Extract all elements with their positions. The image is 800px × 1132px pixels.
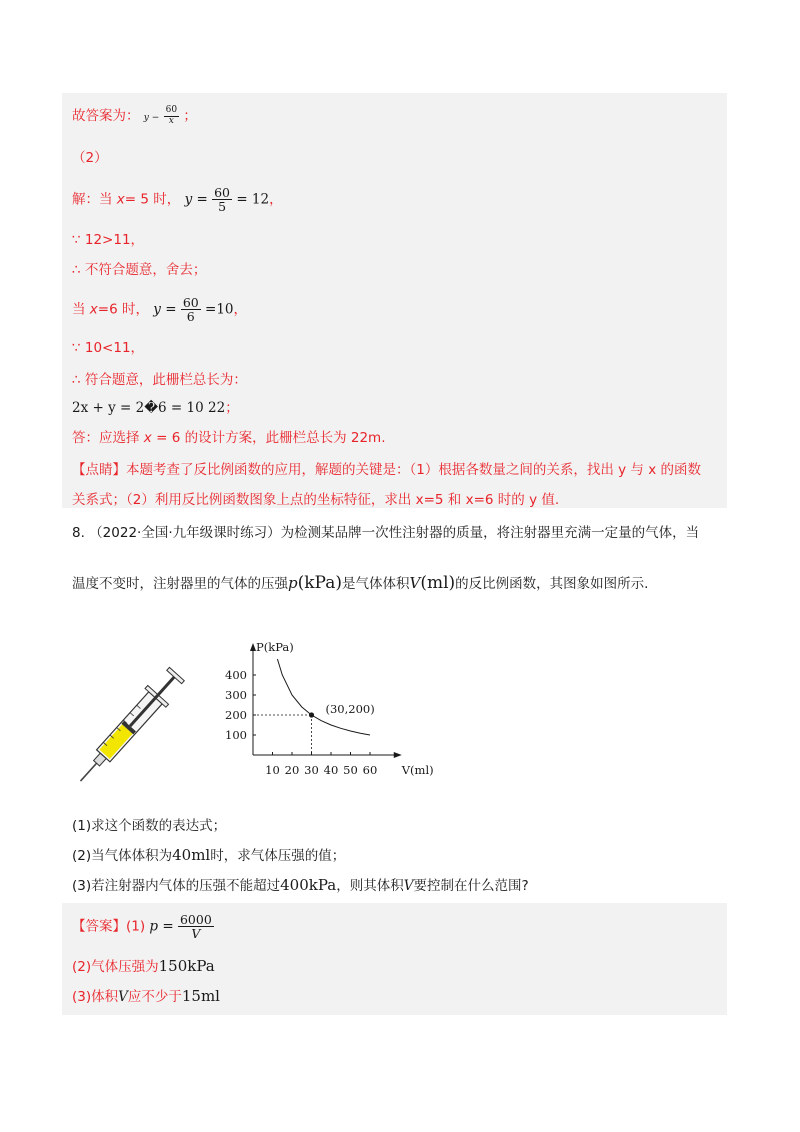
y-tick-label: 200 (225, 708, 247, 722)
answer-3-val: 15ml (181, 987, 220, 1005)
answer-label: 【答案】 (72, 918, 126, 935)
line10-var: x (143, 430, 152, 446)
solution-line-5: ∴ 不符合题意，舍去； (72, 262, 207, 278)
line1-y: y − (143, 113, 160, 123)
line1-suffix: ； (183, 108, 197, 124)
line1-frac-den: x (168, 115, 174, 126)
x-axis-label: V(ml) (401, 763, 434, 777)
line9-math: 2x + y = 2�6 = 10 22 (72, 400, 226, 416)
x-tick-label: 30 (304, 763, 319, 777)
x-tick-label: 10 (265, 763, 280, 777)
sub3-v: V (403, 878, 414, 894)
line3-prefix: 解：当 (72, 191, 117, 208)
y-tick-label: 400 (225, 668, 247, 682)
part-2-label: （2） (72, 150, 108, 166)
line3-eq-left: y = (184, 191, 208, 208)
highlight-point (309, 712, 314, 717)
y-tick-label: 100 (225, 728, 247, 742)
sub-question-1: (1)求这个函数的表达式； (72, 818, 227, 834)
answer-3-mid: 应不少于 (127, 989, 182, 1005)
line1-frac-num: 60 (165, 105, 178, 116)
line3-suffix: ， (269, 191, 283, 208)
answer-line-2 (72, 956, 215, 977)
answer-prefix-text: 故答案为： (72, 108, 140, 124)
answer-1-num: 6000 (179, 912, 212, 927)
q8-line2-a: 温度不变时，注射器里的气体的压强 (72, 576, 288, 592)
line6-var: x (89, 301, 98, 318)
sub2-b: 时，求气体压强的值； (210, 848, 346, 864)
answer-3-v: V (118, 989, 128, 1005)
x-tick-label: 50 (343, 763, 358, 777)
line10-prefix: 答：应选择 (72, 430, 144, 446)
answer-1-fraction (178, 913, 214, 940)
line6-frac-num: 60 (182, 295, 199, 310)
solution-line-7: ∵ 10<11， (72, 340, 145, 356)
line6-prefix: 当 (72, 301, 90, 318)
comment-line-1: 【点睛】本题考查了反比例函数的应用，解题的关键是：（1）根据各数量之间的关系，找出 y 与 x 的函数 (72, 462, 701, 478)
answer-line-3 (72, 986, 220, 1007)
answer-1-prefix: (1) (126, 918, 146, 935)
answer-2-val: 150kPa (158, 957, 215, 975)
solution-line-4: ∵ 12>11， (72, 232, 145, 248)
line6-frac-den: 6 (186, 309, 195, 325)
answer-2-text: (2)气体压强为 (72, 959, 159, 975)
line6-suffix: ， (233, 301, 248, 318)
answer-1-den: V (191, 926, 201, 942)
sub-question-2 (72, 844, 345, 867)
sub2-val: 40ml (172, 846, 211, 864)
line6-eq-left: y = (153, 301, 177, 318)
x-axis-arrow (394, 752, 402, 758)
answer-1-lhs: p = (149, 918, 174, 935)
line3-var: x (116, 191, 125, 208)
line6-eq-right: =10 (205, 301, 234, 318)
x-tick-label: 40 (323, 763, 339, 777)
line9-suffix: ； (225, 400, 239, 416)
line3-cond: = 5 时， (124, 191, 181, 208)
x-tick-label: 20 (284, 763, 300, 777)
line3-eq-right: = 12 (236, 191, 270, 208)
answer-3-text: (3)体积 (72, 989, 119, 1005)
sub3-val: 400kPa (280, 876, 337, 894)
q8-p-symbol: p (288, 574, 298, 592)
y-axis-label: P(kPa) (256, 640, 294, 654)
sub3-a: (3)若注射器内气体的压强不能超过 (72, 878, 281, 894)
series-curve (277, 659, 370, 735)
x-tick-label: 60 (362, 763, 378, 777)
q8-line2-b: 是气体体积 (342, 576, 410, 592)
line6-cond: =6 时， (97, 301, 149, 318)
q8-line2-c: 的反比例函数，其图象如图所示. (455, 576, 649, 592)
sub2-a: (2)当气体体积为 (72, 848, 173, 864)
y-tick-label: 300 (225, 688, 247, 702)
q8-v-unit: (ml) (420, 573, 456, 593)
line3-frac-num: 60 (214, 185, 231, 200)
solution-line-8: ∴ 符合题意，此栅栏总长为： (72, 372, 247, 388)
comment-line-2: 关系式；（2）利用反比例函数图象上点的坐标特征，求出 x=5 和 x=6 时的 y 值. (72, 492, 560, 508)
sub3-c: 要控制在什么范围? (413, 878, 529, 894)
sub3-b: ，则其体积 (336, 878, 404, 894)
q8-p-unit: (kPa) (297, 573, 342, 593)
answer-line-1 (72, 913, 214, 940)
line10-rest: = 6 的设计方案，此栅栏总长为 22m. (151, 430, 386, 446)
question-8-line-1: 8. （2022·全国·九年级课时练习）为检测某品牌一次性注射器的质量，将注射器里充满一定量的气体，当 (72, 525, 700, 541)
highlight-point-label: (30,200) (325, 702, 375, 716)
line3-frac-den: 5 (218, 199, 227, 215)
q8-v-symbol: V (409, 574, 421, 592)
sub-question-3 (72, 874, 529, 897)
